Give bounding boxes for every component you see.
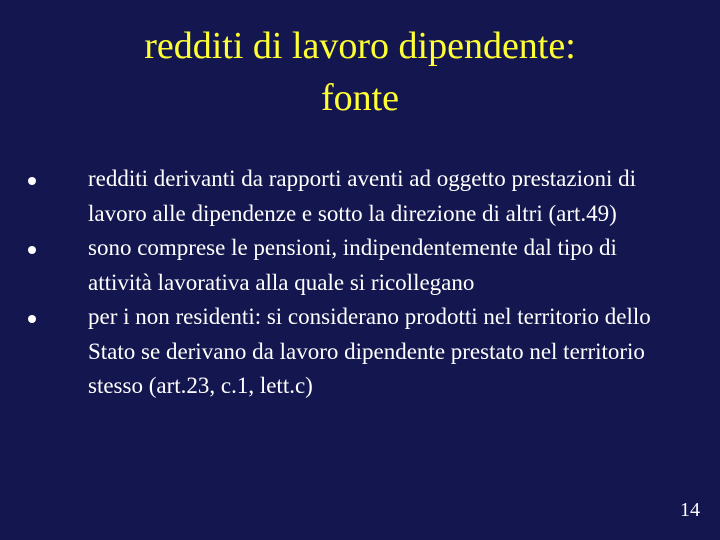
bullet-dot-icon xyxy=(28,315,36,323)
bullet-item xyxy=(26,300,686,404)
bullet-text: sono comprese le pensioni, indipendentemente dal tipo di attività lavorativa alla quale si ricollegano xyxy=(88,235,617,295)
bullet-dot-icon xyxy=(28,246,36,254)
bullet-dot-icon xyxy=(28,177,36,185)
slide-title-line-1: redditi di lavoro dipendente: xyxy=(144,25,576,67)
slide-title-line-2: fonte xyxy=(320,77,400,119)
page-number: 14 xyxy=(680,499,700,521)
bullet-text: redditi derivanti da rapporti aventi ad oggetto prestazioni di lavoro alle dipendenze e sotto la direzione di altri (art.49) xyxy=(88,166,636,226)
bullet-list xyxy=(26,162,686,404)
slide-title xyxy=(40,20,680,124)
bullet-item xyxy=(26,231,686,300)
bullet-item xyxy=(26,162,686,231)
bullet-text: per i non residenti: si considerano prodotti nel territorio dello Stato se derivano da lavoro dipendente prestato nel territorio stesso (art.23, c.1, lett.c) xyxy=(88,304,651,398)
